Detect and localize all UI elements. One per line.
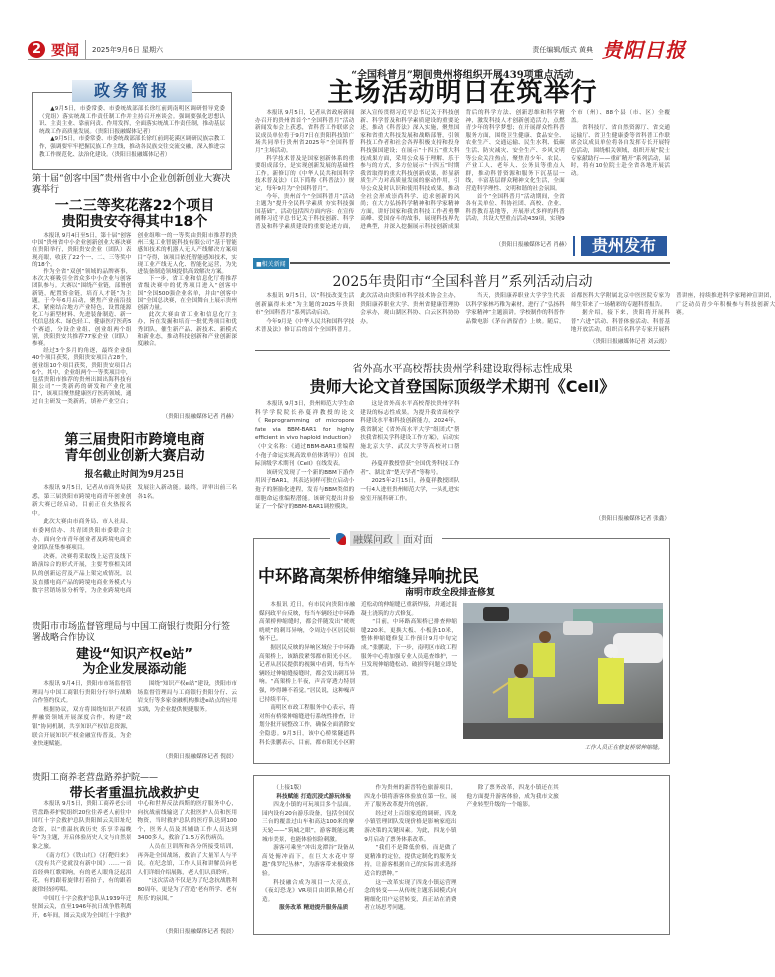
related-headline: 2025年贵阳市“全国科普月”系列活动启动 [332,274,593,290]
paragraph: 除了票务改革，四龙小镇还在其他方面提升游客体验，成为我市文旅产业转型升级的一个缩影。 [466,785,559,809]
paragraph: 2025年2月15日，孙蔓祥教授团队一行4人进驻贵州师范大学，一头扎进实验室开展科研工作。 [360,478,460,502]
article-kicker: 贵阳工商养老营盘路养护院—— [32,773,159,783]
paragraph: “我们不是降低价格，而是做了更精准的定位，提供定制化的服务支持，让游客根据自己的实际需求选择适合的票种。” [364,845,457,877]
article-kicker: 省外高水平高校帮扶贵州学科建设取得标志性成果 [352,364,573,375]
article-subtitle: 南明市政全段排查修复 [405,588,496,598]
paragraph: 根据协议，双方将围绕知识产权质押融资领域开展深度合作，构建“政银”协同机制，共享知识产权信息资源，联合开展知识产权金融宣传普及，为企业快速赋能。 [32,706,132,748]
article-headline: 中环路高架桥伸缩缝异响扰民 [258,567,479,587]
article-body [262,784,661,928]
article-body [259,601,457,759]
brief-title: 政务简报 [72,80,192,102]
article-body [32,233,237,408]
paragraph: 此次大赛由省工业和信息化厅主办，旨在发掘和培育一批优秀项目和优秀团队，催生新产品、新技术、新模式和新业态，推动科技创新和产业创新深度融合。 [137,312,237,348]
article-body [32,484,237,609]
related-news-tag: ■相关新闻 [253,258,289,269]
paragraph: 据介绍，接下来，贵阳将开展科普“六进”活动、科普体验活动、科普基地开放活动，组织百名科学专家开展科普讲座，持续推进科学家精神宣讲团，广泛动员青少年积极参与科技创新大赛。 [570,293,775,334]
paragraph: “目前，中环路高架桥已排查伸缩缝220米，更换大板、小板条10米，整体伸缩缝修复工作预计9月中旬完成。”张鹏说，下一步，南明区市政工程服务中心将加强专业人员巡查维护，一旦发现伸缩缝松动、破损等问题立即处置。 [361,619,457,677]
paragraph: 南明区市政工程服务中心表示，将对所有桥梁伸缩缝进行系统性排查，计划分批开展整改工作，确保全面消除安全隐患。9月3日，该中心桥梁隧道科科长张鹏表示，目前，都市阳光小区附近松动的伸缩缝已重新焊接，并通过混凝土浇筑的方式修复。 [259,602,457,746]
page-header [28,40,593,60]
paragraph: 融媒问政｜面对面 [350,531,436,546]
article-body [32,800,237,927]
paragraph: 一二三等奖花落22个项目 [54,198,215,214]
paragraph: 本报讯 9月5日，记者从市商务局获悉，第三届贵阳市跨境电商青年创业创新大赛已经启动，目前正在火热报名中。 [32,485,132,517]
article-kicker: 贵阳市市场监督管理局与中国工商银行贵阳分行签署战略合作协议 [32,622,231,643]
news-photo [463,603,663,739]
paragraph: 这一改革实现了四龙小镇运营理念的转变——从传统主题乐园模式向精细化用户运营转变，真正站在消费者立场思考问题。 [364,879,457,912]
paragraph: 本报讯 9月3日，贵州师范大学生命科学学院院长孙蔓祥教授的论文《Reprogramming of micropore fate via BBM-BAR1 for highly efficient in vivo haploid induction》（中文名称：《通过BBM-BAR1重编程小孢子命运实现高效单倍体诱导》）在国际顶级学术期刊《Cell》在线发表。 [255,401,355,468]
byline: （贵阳日报融媒体记者 倪晨） [162,929,237,935]
editor-credit: 责任编辑/版式 黄典 [532,45,593,54]
article-body [255,400,670,512]
continued-article-box [253,775,670,935]
paragraph: 本报讯 9月5日，以“科技改变生活 创新赢得未来”为主题的2025年贵阳市“全国科普月”系列活动启动。 [255,293,355,317]
paragraph: 服务改革 精进提升服务品质 [279,905,349,912]
paragraph: 首个“全国科普月”活动期间，全省各有关单位、科协社团、高校、企业、科普教育基地等，开展形式多样的科普活动，共设大型重点活动439项，实现9个市（州）、88个县（市、区）全覆盖。 [465,110,670,223]
paragraph: 科学技术普及是国家创新体系的重要组成部分，是实现创新发展的基础性工作。新修订的《中华人民共和国科学技术普及法》（以下简称《科普法》）规定，每年9月为“全国科普月”。 [255,155,355,192]
guizhou-release-badge: 贵州发布 [575,236,667,256]
brief-box [32,92,232,170]
paragraph: 本报讯 近日，有市民向贵阳市融媒问政平台反映，每当车辆经过中环路高架桥伸缩缝时，都会伴随发出“咣咣咣咣”的刺耳异响，令周边小区居民烦恼不已。 [259,602,355,643]
paragraph: 本报讯 9月4日，贵阳市市场监督管理局与中国工商银行贵阳分行举行战略合作签约仪式。 [32,681,132,705]
section-name: 要闻 [51,40,86,60]
byline: （贵阳日报融媒体记者 肖赫） [495,242,570,248]
article-headline [32,198,237,230]
paragraph: 今年9月是《中华人民共和国科学技术普及法》修订后的首个全国科普月。此次活动由贵阳市科学技术协会主办，贵阳康养职业大学、贵州省健康管理协会承办，观山湖区科协、白云区科协协办。 [255,293,460,334]
paragraph: 作为贵州的新晋特色旅游项目，四龙小镇将游客体验放在第一位，展开了服务改革提升的创新。 [364,785,457,809]
paragraph: 中国红十字会救护总队从1939年迁驻图云关，直至1946年抗日战争胜利离开，6年间，图云关成为全国红十字救护中心和世界反法西斯的医疗服务中心，向抗战前线输送了大批医护人员和医用物资，当时救护总队的医疗队达到100个，医务人员及其辅助工作人员达到3400多人，救治了1.5万名伤病员。 [32,801,237,919]
paragraph: 决赛。决赛将采取线上运营及线下路演综合的形式开展，主要考察相关团队的创新运营及产品上架完成情况，以及直播电商产品的跨境电商业务模式与数字营销场景分析等，为企业跨境电商发展注入新动能。最终，评审出前三名各1名。 [32,485,237,595]
newspaper-logo: 贵阳日报 [602,38,686,62]
related-body [255,292,775,335]
paragraph: 建设“知识产权e站” [76,647,193,662]
article-kicker: 第十届“创客中国”贵州省中小企业创新创业大赛决赛举行 [32,174,231,195]
paragraph: 据居民反映的异响区域位于中环路高架桥上，该路段紧邻都市阳光小区。记者从居民提供的视频中看到，每当车辆经过伸缩缝接缝时，都会发出刺耳异响。“高架桥上半夜，声音穿透力特别强，吵得睡不着觉。”居民说，这种噪声已持续半年。 [259,644,355,703]
paragraph: 游客可乘坐“冲出龙潭谷”设备从高处俯冲而下，在巨大水花中穿越“侏罗纪丛林”，为游客带来极致体验。 [262,845,355,877]
photo-caption: 工作人员正在修复桥梁伸缩缝。 [584,745,663,751]
paragraph: 本报讯 9月5日，记者从省政府新闻办召开的贵州省首个“全国科普月”活动新闻发布会上获悉，省科普工作联席会议成员单位将于9月7日在贵阳科技馆广场共同举行贵州省2025年“全国科普月”主场活动。 [255,110,355,154]
paragraph: 围绕“知识产权e站”建设，贵阳市市场监督管理局与工商银行贵阳分行、云岩支行等多家金融机构推进e站点的应用实践，为企业提供便捷服务。 [137,681,237,713]
paragraph: 为企业发展添动能 [82,662,187,677]
paragraph: 四龙小镇的可玩项目多个层面。园内设有20台游乐设备，包括全国仅三台的覆盖过山车和高达100米的摩天轮——“筑城之眼”，游客既能远眺城市美景，也能体验惊险刺激。 [262,802,355,843]
byline: （贵阳日报融媒体记者 肖赫） [162,414,237,420]
byline: （贵阳日报融媒体记者 倪晨） [162,754,237,760]
article-headline: 贵师大论文首登国际顶级学术期刊《Cell》 [309,377,616,396]
byline: （贵阳日报融媒体记者 刘云霞） [589,339,670,345]
issue-date: 2025年9月6日 星期六 [92,45,163,54]
logo-icon [336,533,346,545]
paragraph: 今年，贵州首个“全国科普月”活动主题为“提升全民科学素质 夯实科技强国基础”。活动包括四方面内容：在宣传阐释习近平总书记关于科技创新、科学普及和科学素质建设的重要论述方面，深入宣传贯彻习近平总书记关于科技创新、科学普及和科学素质建设的重要论述，推动《科普法》深入实施，聚焦国家和省重大科技发展和战略部署，引领科技工作者和社会各界积极支持和投身科技强国建设；在展示“十四五”重大科技成果方面，采用公众易于理解、乐于参与的方式，多方位展示“十四五”时期我省取得的重大科技创新成果，彰显新质生产力对高质量发展的驱动作用，引导公众及时认识和使用科技成果，推动全社会形成崇尚科学、追求创新的风尚；在大力弘扬科学精神和科学家精神方面，讲好国家和我省科技工作者勇攀高峰、爱国奋斗的故事，展现科技界先进典型，并深入挖掘展示科技创新成果背后的科学方法、创新思维和科学精神，激发科技人才创新创造活力，点燃青少年的科学梦想；在开展群众性科普服务方面，围绕卫生健康、食品安全、农业生产、交通运输、民生水利、低碳生活、防灾减灾、安全生产、乡风文明等公众关注热点，聚焦青少年、农民、产业工人、老年人、公务员等重点人群，推动科普资源和服务下沉基层一线，丰富基层群众精神文化生活，全面营造科学理性、文明和谐的社会氛围。 [255,110,565,230]
paragraph: 本报讯 9月4日至5日，第十届“创客中国”贵州省中小企业创新创业大赛决赛在贵阳举行，贵阳贵安企业（团队）表现亮眼，收获了22个一、二、三等奖中的18个。 [32,233,132,268]
paragraph: 此次大赛由市商务局、市人社局、市委网信办、共青团贵阳市委联合主办，面向全市青年创业者及跨境电商企业团队征集参赛项目。 [32,519,132,552]
paragraph: 青年创业创新大赛启动 [64,448,205,464]
paragraph: 孙蔓祥教授曾获“全国优秀科技工作者”、湖北省“楚天学者”等称号。 [360,461,460,476]
divider [290,262,670,264]
paragraph: 《南方红》《铁山红》《打靶归来》《没有共产党就没有新中国》……一首首经典红歌唱响，有的老人眼角泛起泪花，有的跟着旋律打着拍子，有的跟着旋律轻轻哼唱。 [32,852,132,893]
article-headline: 带长者重温抗战救护史 [69,786,200,801]
divider [255,350,670,351]
byline: （贵阳日报融媒体记者 张鑫） [595,516,670,522]
page-number: 2 [28,41,45,58]
lead-body [255,110,670,234]
lead-kicker: “全国科普月”期间贵州将组织开展439项重点活动 [351,70,574,81]
article-headline [32,432,237,464]
paragraph: 第三届贵阳市跨境电商 [64,432,205,448]
article-headline [32,647,237,677]
paragraph: 贵阳贵安夺得其中18个 [61,214,208,230]
brief-item: ▲9月5日，市委常委、市委统战部部长徐红前到花溪区调研民族宗教工作，强调要牢牢把握民族工作主线，推动各民族交往交流交融，深入推进宗教工作规范化、法治化建设。（贵阳日报融媒体记者） [39,136,225,158]
article-body [32,680,237,750]
column-label [330,531,442,546]
article-subtitle: 报名截止时间为9月25日 [84,470,185,480]
bridge-repair-photo [463,603,663,739]
paragraph: 经过3个多月的角逐，最终企业组40个项目获奖，贵阳贵安项目占28个，创业组10个项目获奖，贵阳贵安项目占6个。其中，企业组两个一等奖项目中，包括贵阳市推荐的贵州出圆出海科技有限公司“一类新药的研发和产业化项目”，该项目聚焦健康医疗医药领域，通过自主研发一类新药，填补产业空白；创业组唯一的一等奖由贵阳市推荐的贵州三鬼工业智能科技有限公司“基于智能感知技术的机器人无人产线解决方案项目”夺得，该项目依托智能感知技术，实现工业产线无人化、智能化运营，为先进装备制造领域提供高效解决方案。 [32,233,237,405]
paragraph: 科技融合成为项目一大亮点，《夜幻恐龙》VR项目由团队精心打造。 [262,879,355,903]
paragraph: 这是省外高水平高校帮扶贵州学科建设的标志性成果。为提升我省高校学科建设水平和科技创新能力，2024年，我省制定《省外高水平大学“组团式”帮扶我省相关学科建设工作方案》，启动实施北京大学、武汉大学等高校对口帮扶。 [360,401,460,459]
paragraph: “这次活动不仅是为了纪念抗战胜利80周年，更是为了营造‘老有所学、老有所乐’的氛围。” [137,878,237,902]
paragraph: 本报讯 9月5日，贵阳工商养老公司营盘路养护院组织20位住养老人前往中国红十字会救护总队贵阳图云关旧址纪念馆，以“重温抗战历史 乐享幸福晚年”为主题，开启体验历史人文与自然景象之旅。 [32,801,132,850]
paragraph: 经过对上百组家庭的调研，四龙小镇管理团队发现价格是影响家庭出游决策的关键因素。为此，四龙小镇9月启动了票务体系改革。 [364,810,457,843]
paragraph: （上接1版） [273,785,305,791]
paragraph: 当天，贵阳康养职业大学学生代表以科学家林巧稚为素材，进行了“弘扬科学家精神”主题演讲。学校制作的科普作品微电影《茅台酒留香》上映。随后，首都医科大学附属北京中医医院专家为师生带来了一场精彩的专题科普报告。 [465,293,670,325]
paragraph: 人员在卫训所和各分所接受培训，再奔赴全国战场，救治了大量军人与平民。在纪念馆，工作人员和讲解员向老人们详细介绍展陈，老人们认真聆听。 [137,843,237,876]
paragraph: 省科技厅、省自然资源厅、省交通运输厅、省卫生健康委等省科普工作联席会议成员单位将各自发挥专长开展特色活动，围绕相关领域，组织开展“院士专家献助行——重矿精开”系列活动，届时，将有10位院士赴全省各地开展活动。 [570,125,670,177]
paragraph: 下一步，省工业和信息化厅将推荐省级决赛中的优秀项目进入“创客中国”全国500强企业名单，并由“创客中国”全国总决赛，在全国舞台上展示贵州创新力量。 [137,276,237,312]
lead-headline: 主场活动明日在筑举行 [327,78,598,108]
brief-item: ▲9月5日，市委常委、市委统战部部长徐红前到南明区调研督导党委（党组）落实统战工作责任制工作并主持召开座谈会。强调要强化思想认识、主责主业、靠前问责、作用发挥，全面落实统战工作责任制，推动基层统战工作高质量发展。（贵阳日报融媒体记者） [39,106,225,135]
paragraph: 作为全省“双创”领域的品牌赛事，本次大赛吸引全省众多中小企业与创客团队参与。大赛以“围绕产业链，部署创新链，配置资金链，培育人才链”为主题，于今年6月启动，聚焦产业前沿技术，紧密结合地方产业特色，设置能源化工与新型材料、先进装备制造、新一代信息技术、绿色轻工、健康医疗医药5个赛道，分设企业组、创业组两个组别，贵阳贵安共推荐77家企业（团队）参赛。 [32,269,132,348]
paragraph: 该研究发现了一个新的BBM下游作用因子BAR1，其表达同样可独立启动小孢子的胚胎化进程，发育与BBM类似的细胞命运重编程潜能。该研究提出并验证了一个保守的BBM-BAR1调控模块。 [255,469,355,511]
paragraph: 科技赋能 打造沉浸式游玩体验 [276,793,352,800]
